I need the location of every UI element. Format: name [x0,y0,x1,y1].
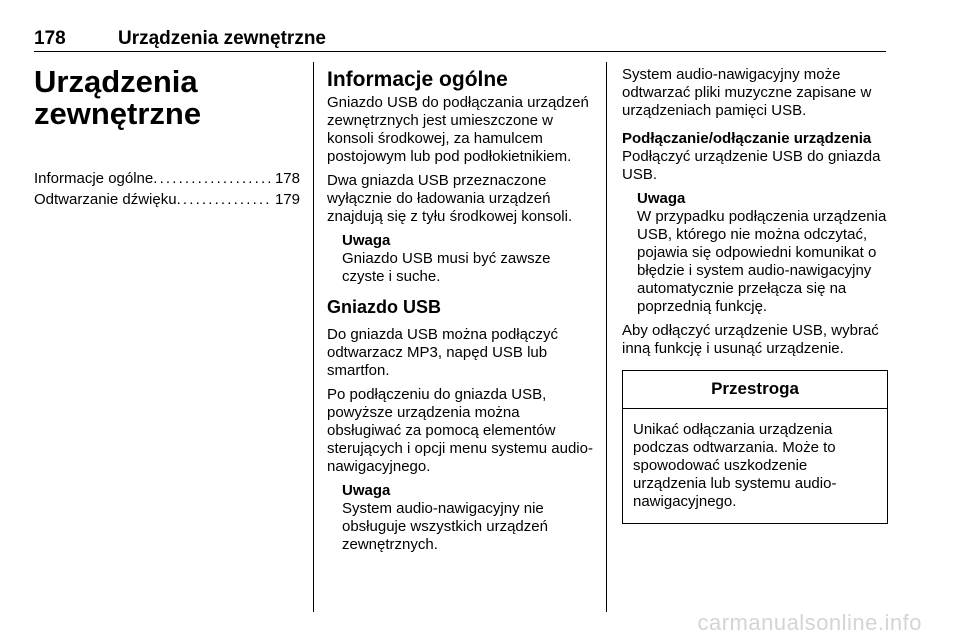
right-column [622,66,888,524]
caution-title: Przestroga [623,371,887,409]
paragraph: Aby odłączyć urządzenie USB, wybrać inną funkcję i usunąć urządzenie. [622,322,879,357]
note-title: Uwaga [637,190,686,207]
toc-leader-dots [177,189,273,210]
note-text: W przypadku podłączenia urządzenia USB, którego nie można odczytać, pojawia się odpowiedni komunikat o błędzie i system audio-nawigacyjny automatycznie przełącza się na poprzednią funkcję. [637,208,887,315]
watermark: carmanualsonline.info [697,610,922,635]
note-box [342,232,595,286]
chapter-title [34,66,304,130]
paragraph: Gniazdo USB do podłączania urządzeń zewnętrznych jest umieszczone w konsoli środkowej, za hamulcem postojowym lub pod podłokietnikiem. [327,94,589,165]
column-divider-left [313,62,314,612]
note-title: Uwaga [342,232,391,249]
chapter-title-line2: zewnętrzne [34,96,202,131]
toc-entry-page: 179 [274,191,300,208]
paragraph: Podłączyć urządzenie USB do gniazda USB. [622,148,881,183]
paragraph: Dwa gniazda USB przeznaczone wyłącznie do ładowania urządzeń znajdują się z tyłu środkowej konsoli. [327,172,573,225]
paragraph: System audio-nawigacyjny może odtwarzać pliki muzyczne zapisane w urządzeniach pamięci USB. [622,66,872,119]
toc-entry[interactable] [34,168,300,189]
subsection-heading: Podłączanie/odłączanie urządzenia [622,130,872,147]
paragraph: Po podłączeniu do gniazda USB, powyższe urządzenia można obsługiwać za pomocą elementów sterujących i opcji menu systemu audio-nawigacyjnego. [327,386,593,475]
toc-entry-page: 178 [274,170,300,187]
column-divider-right [606,62,607,612]
toc-entry[interactable] [34,189,300,210]
running-header-title: Urządzenia zewnętrzne [118,28,326,49]
middle-column [327,68,595,560]
section-heading: Informacje ogólne [327,68,508,91]
toc-entry-label: Informacje ogólne [34,170,154,187]
paragraph: Do gniazda USB można podłączyć odtwarzacz MP3, napęd USB lub smartfon. [327,326,558,379]
caution-text: Unikać odłączania urządzenia podczas odtwarzania. Może to spowodować uszkodzenie urządzenia lub systemu audio-nawigacyjnego. [633,421,837,510]
note-box [342,482,595,554]
chapter-title-line1: Urządzenia [34,64,198,99]
left-column [34,66,304,210]
toc-leader-dots [153,168,273,189]
page-header [34,28,886,50]
note-box [637,190,888,316]
toc-entry-label: Odtwarzanie dźwięku [34,191,177,208]
page-number: 178 [34,28,66,49]
header-rule [34,51,886,52]
subsection-heading: Gniazdo USB [327,297,442,317]
note-text: System audio-nawigacyjny nie obsługuje wszystkich urządzeń zewnętrznych. [342,500,548,553]
caution-box [622,370,888,524]
table-of-contents [34,168,304,210]
note-title: Uwaga [342,482,391,499]
note-text: Gniazdo USB musi być zawsze czyste i suche. [342,250,551,285]
